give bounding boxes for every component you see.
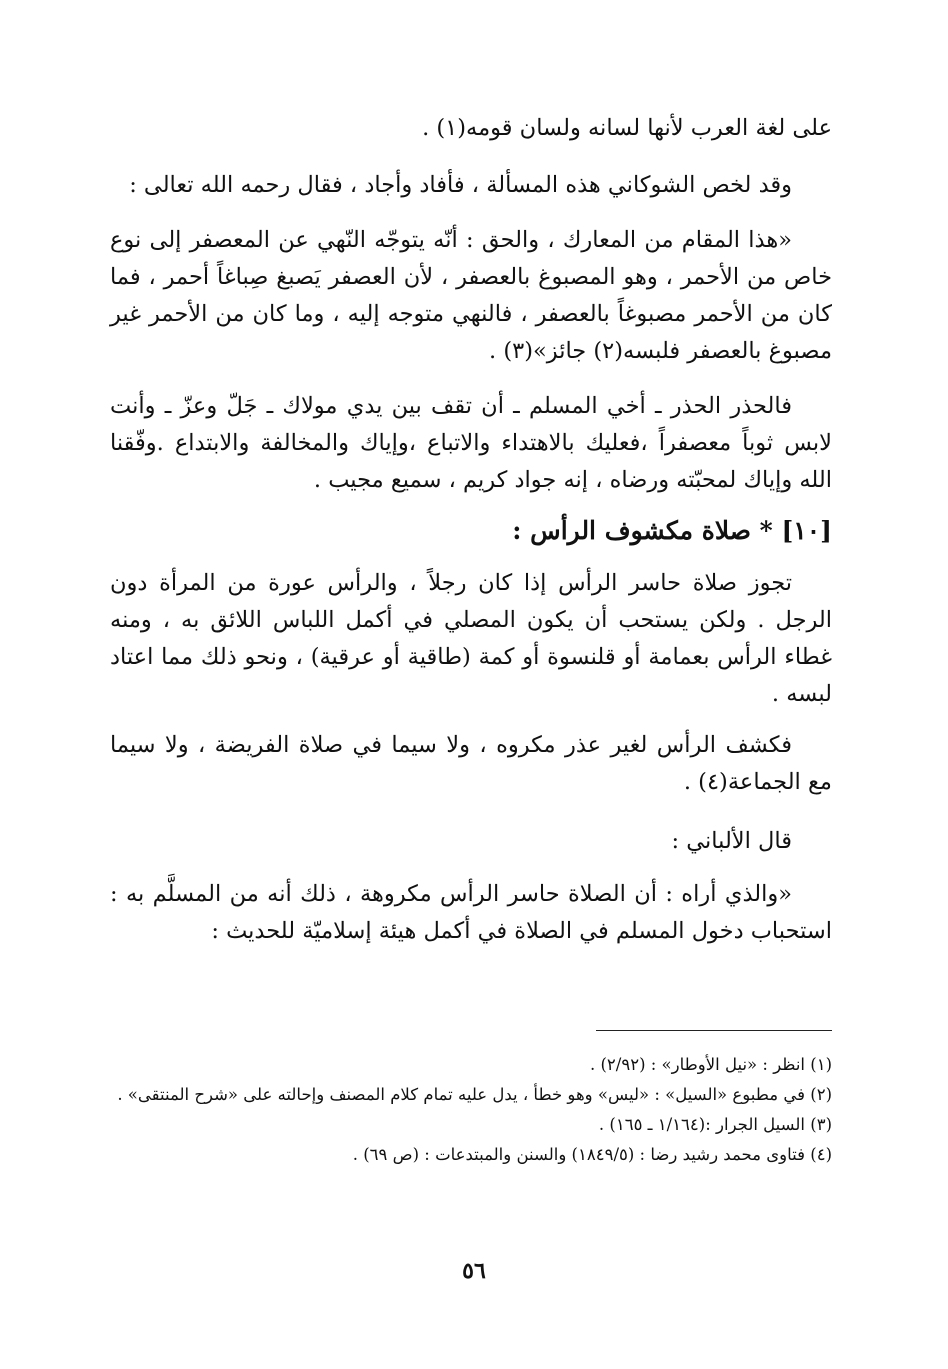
footnote-3: (٣) السيل الجرار :(١/١٦٤ ـ ١٦٥) . — [598, 1115, 832, 1134]
section-paragraph-1: تجوز صلاة حاسر الرأس إذا كان رجلاً ، والرأس عورة من المرأة دون الرجل . ولكن يستحب أن يكون المصلي في أكمل اللباس اللائق به ، ومنه غطاء الرأس بعمامة أو قلنسوة أو كمة (طاقية أو عرقية) ، ونحو ذلك مما اعتاد لبسه . — [110, 570, 832, 707]
section-heading: [١٠] * صلاة مكشوف الرأس : — [512, 516, 832, 545]
main-text — [110, 110, 832, 950]
footnote-1: (١) انظر : «نيل الأوطار» : (٢/٩٢) . — [589, 1055, 832, 1074]
paragraph-4: فالحذر الحذر ـ أخي المسلم ـ أن تقف بين يدي مولاك ـ جَلّ وعزّ ـ وأنت لابس ثوباً معصفراً ،فعليك بالاهتداء والاتباع ،وإياك والمخالفة والابتداع .وفّقنا الله وإياك لمحبّته ورضاه ، إنه جواد كريم ، سميع مجيب . — [110, 393, 832, 493]
section-paragraph-2: فكشف الرأس لغير عذر مكروه ، ولا سيما في صلاة الفريضة ، ولا سيما مع الجماعة(٤) . — [110, 732, 832, 795]
footnotes — [110, 1050, 832, 1170]
albani-intro: قال الألباني : — [671, 828, 792, 854]
paragraph-2: وقد لخص الشوكاني هذه المسألة ، فأفاد وأجاد ، فقال رحمه الله تعالى : — [129, 172, 792, 198]
albani-quote: «والذي أراه : أن الصلاة حاسر الرأس مكروهة ، ذلك أنه من المسلَّم به : استحباب دخول المسلم في الصلاة في أكمل هيئة إسلاميّة للحديث : — [110, 881, 832, 944]
page-number: ٥٦ — [462, 1258, 486, 1284]
footnote-divider — [596, 1030, 832, 1031]
quote-paragraph: «هذا المقام من المعارك ، والحق : أنّه يتوجّه النّهي عن المعصفر إلى نوع خاص من الأحمر ، وهو المصبوغ بالعصفر ، لأن العصفر يَصبغ صِباغاً أحمر ، فما كان من الأحمر مصبوغاً بالعصفر ، فالنهي متوجه إليه ، وما كان من الأحمر غير مصبوغ بالعصفر فلبسه(٢) جائز»(٣) . — [110, 227, 832, 364]
footnote-4: (٤) فتاوى محمد رشيد رضا : (١٨٤٩/٥) والسنن والمبتدعات : (ص ٦٩) . — [352, 1145, 832, 1164]
paragraph-1: على لغة العرب لأنها لسانه ولسان قومه(١) . — [422, 115, 832, 141]
footnote-2: (٢) في مطبوع «السيل» : «ليس» وهو خطأ ، يدل عليه تمام كلام المصنف وإحالته على «شرح المنتقى» . — [117, 1085, 832, 1104]
